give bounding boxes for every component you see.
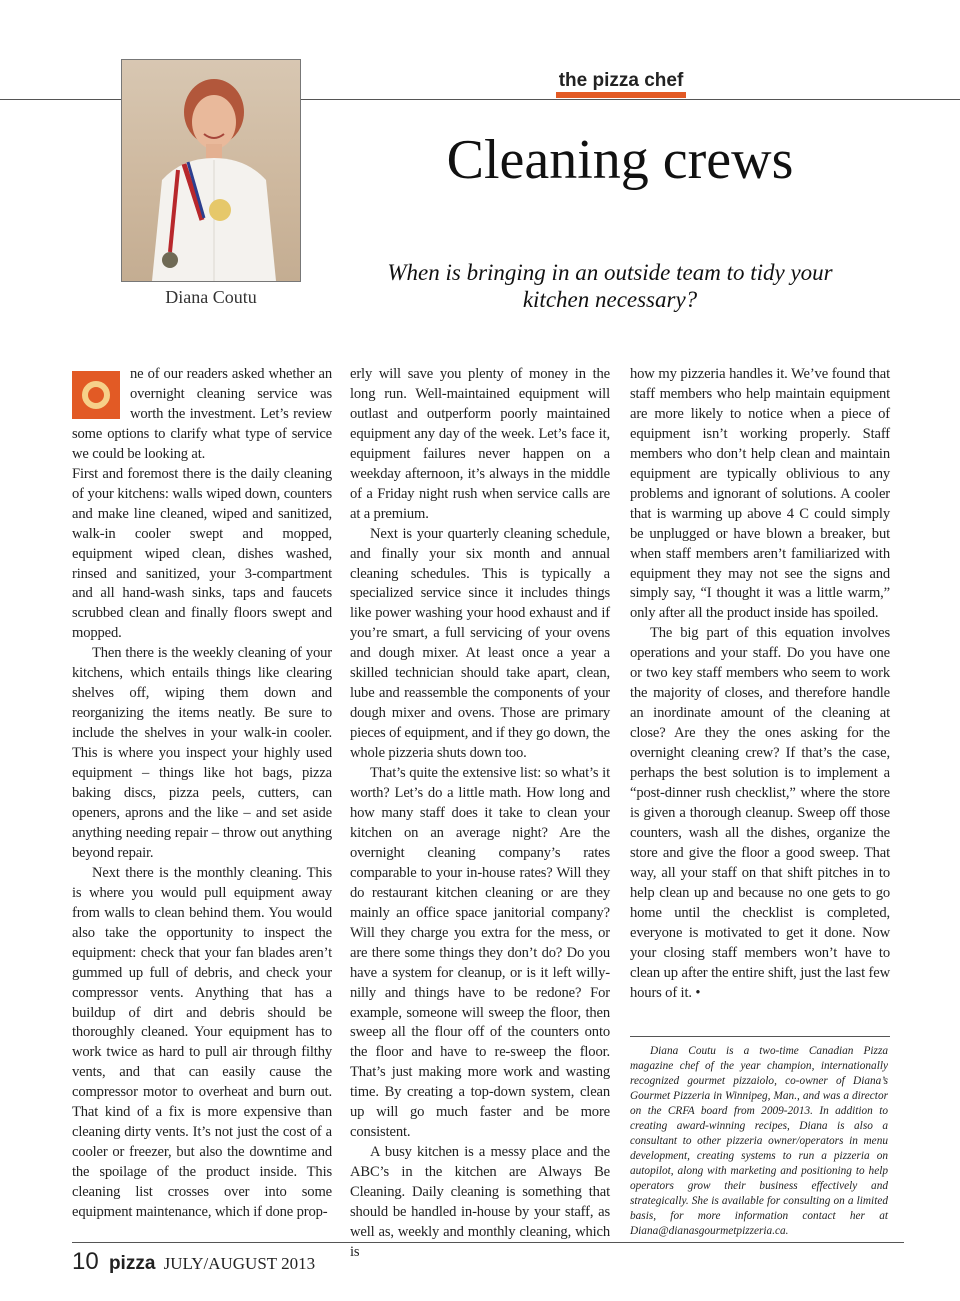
paragraph: Next there is the monthly cleaning. This is where you would pull equipment away from walls to clean behind them. You would also take the opportunity to inspect the equipment: check that your fan blades aren’t gummed up full of debris, and check your compressor vents. Anything that has a buildup of dirt and debris should be thoroughly cleaned. Your equipment has to work twice as hard to pull air through filthy vents, and that can easily cause the compressor motor to overheat and burn out. That kind of a fix is more expensive than cleaning dirty vents. It’s not just the cost of a cooler or freezer, but also the downtime and the spoilage of the product inside. This cleaning list crosses over into some equipment maintenance, which if done prop-: [72, 864, 332, 1221]
paragraph: The big part of this equation involves operations and your staff. Do you have one or two key staff members who seem to work the majority of closes, and therefore handle an inordinate amount of the cleaning at close? Are they the ones asking for the overnight cleaning crew? If that’s the case, perhaps the best solution is to implement a “post-dinner rush checklist,” where the store is given a thorough cleanup. Sweep off those counters, wash all the dishes, organize the store and give the floor a good sweep. That way, all your staff on that shift pitches in to help clean up and because no one gets to go home until the checklist is completed, everyone is motivated to get it done. Now your closing staff members won’t have to clean up after the entire shift, just the last few hours of it. •: [630, 625, 890, 1001]
paragraph: First and foremost there is the daily cleaning of your kitchens: walls wiped down, counters and make line cleaned, wiped and sanitized, walk-in cooler swept and mopped, equipment wiped clean, dishes washed, rinsed and sanitized, your 3-compartment and all hand-wash sinks, taps and faucets scrubbed clean and finally floors swept and mopped.: [72, 465, 332, 642]
issue-date: JULY/AUGUST 2013: [163, 1254, 316, 1273]
author-caption: Diana Coutu: [165, 287, 257, 307]
author-bio: Diana Coutu is a two-time Canadian Pizza magazine chef of the year champion, internationally recognized gourmet pizzaiolo, co-owner of Diana’s Gourmet Pizzeria in Winnipeg, Man., and was a director on the CRFA board from 2009-2013. In addition to creating award-winning recipes, Diana is also a consultant to other pizzeria owner/operators in menu development, creating systems to run a pizzeria on autopilot, along with marketing and positioning to help operators grow their business effectively and strategically. She is available for consulting on a limited basis, for more information contact her at Diana@dianasgourmetpizzeria.ca.: [630, 1045, 888, 1237]
paragraph: how my pizzeria handles it. We’ve found that staff members who help maintain equipment are more likely to notice when a piece of equipment isn’t working properly. Staff members who don’t help clean and maintain equipment are typically oblivious to any problems and ignorant of solutions. A cooler that is warming up above 4 C could simply be unplugged or have blown a breaker, but when staff members aren’t familiarized with equipment they may not see the signs and simply say, “I thought it was a little warm,” only after all the product inside has spoiled.: [630, 366, 890, 622]
bio-rule: [630, 1036, 890, 1037]
deck-line: kitchen necessary?: [522, 287, 698, 312]
dropcap-letter-shape: [82, 381, 110, 409]
dropcap-o: [72, 371, 120, 419]
author-photo: [121, 59, 301, 282]
paragraph: ne of our readers asked whether an overnight cleaning service was worth the investment. Let’s review some options to clarify what type of service we could be looking at.: [72, 366, 332, 462]
deck-line: When is bringing in an outside team to tidy your: [387, 260, 833, 285]
paragraph: A busy kitchen is a messy place and the ABC’s in the kitchen are Always Be Cleaning. Daily cleaning is something that should be handled in-house by your staff, as well as, weekly and monthly cleaning, which is: [350, 1144, 610, 1260]
article-column-1: [72, 365, 332, 1223]
paragraph: That’s quite the extensive list: so what’s it worth? Let’s do a little math. How long and how many staff does it take to clean your kitchen on an average night? Are the overnight cleaning company’s rates comparable to your in-house rates? Will they do restaurant kitchen cleaning or are they mainly an office space janitorial company? Will they charge you extra for the mess, or are there some things they don’t do? Do you have a system for cleanup, or is it left willy-nilly and things have to be redone? For example, someone will sweep the floor, then sweep all the flour off of the counters onto the floor and have to re-sweep the floor. That’s just making more work and wasting time. By creating a top-down system, clean up will go much faster and be more consistent.: [350, 765, 610, 1141]
paragraph: Then there is the weekly cleaning of your kitchens, which entails things like clearing shelves off, wiping them down and reorganizing the items neatly. Be sure to include the shelves in your walk-in cooler. This is where you inspect your highly used equipment – things like hot bags, pizza baking discs, pizza peels, cutters, can openers, aprons and the like – and set aside anything needing repair – throw out anything beyond repair.: [72, 645, 332, 861]
magazine-name: pizza: [108, 1253, 156, 1274]
page-footer: [72, 1248, 315, 1276]
article-column-2: [350, 365, 610, 1263]
headline: Cleaning crews: [446, 129, 794, 191]
footer-rule: [72, 1242, 904, 1243]
paragraph: erly will save you plenty of money in the long run. Well-maintained equipment will outlast and outperform poorly maintained equipment any day of the week. Let’s face it, equipment failures never happen on a weekday afternoon, it’s always in the middle of a Friday night rush when service calls are at a premium.: [350, 366, 610, 522]
deck: [360, 259, 860, 313]
section-label: the pizza chef: [558, 70, 684, 91]
page-number: 10: [72, 1248, 99, 1275]
paragraph: Next is your quarterly cleaning schedule, and finally your six month and annual cleaning schedules. This is typically a specialized service since it includes things like power washing your hood exhaust and if you’re smart, a full servicing of your ovens and dough mixer. At least once a year a skilled technician should take apart, clean, lube and reassemble the components of your dough mixer and ovens. Those are primary pieces of equipment, and if they go down, the whole pizzeria shuts down too.: [350, 525, 610, 762]
article-column-3: [630, 365, 890, 1004]
section-underline: [556, 92, 686, 98]
